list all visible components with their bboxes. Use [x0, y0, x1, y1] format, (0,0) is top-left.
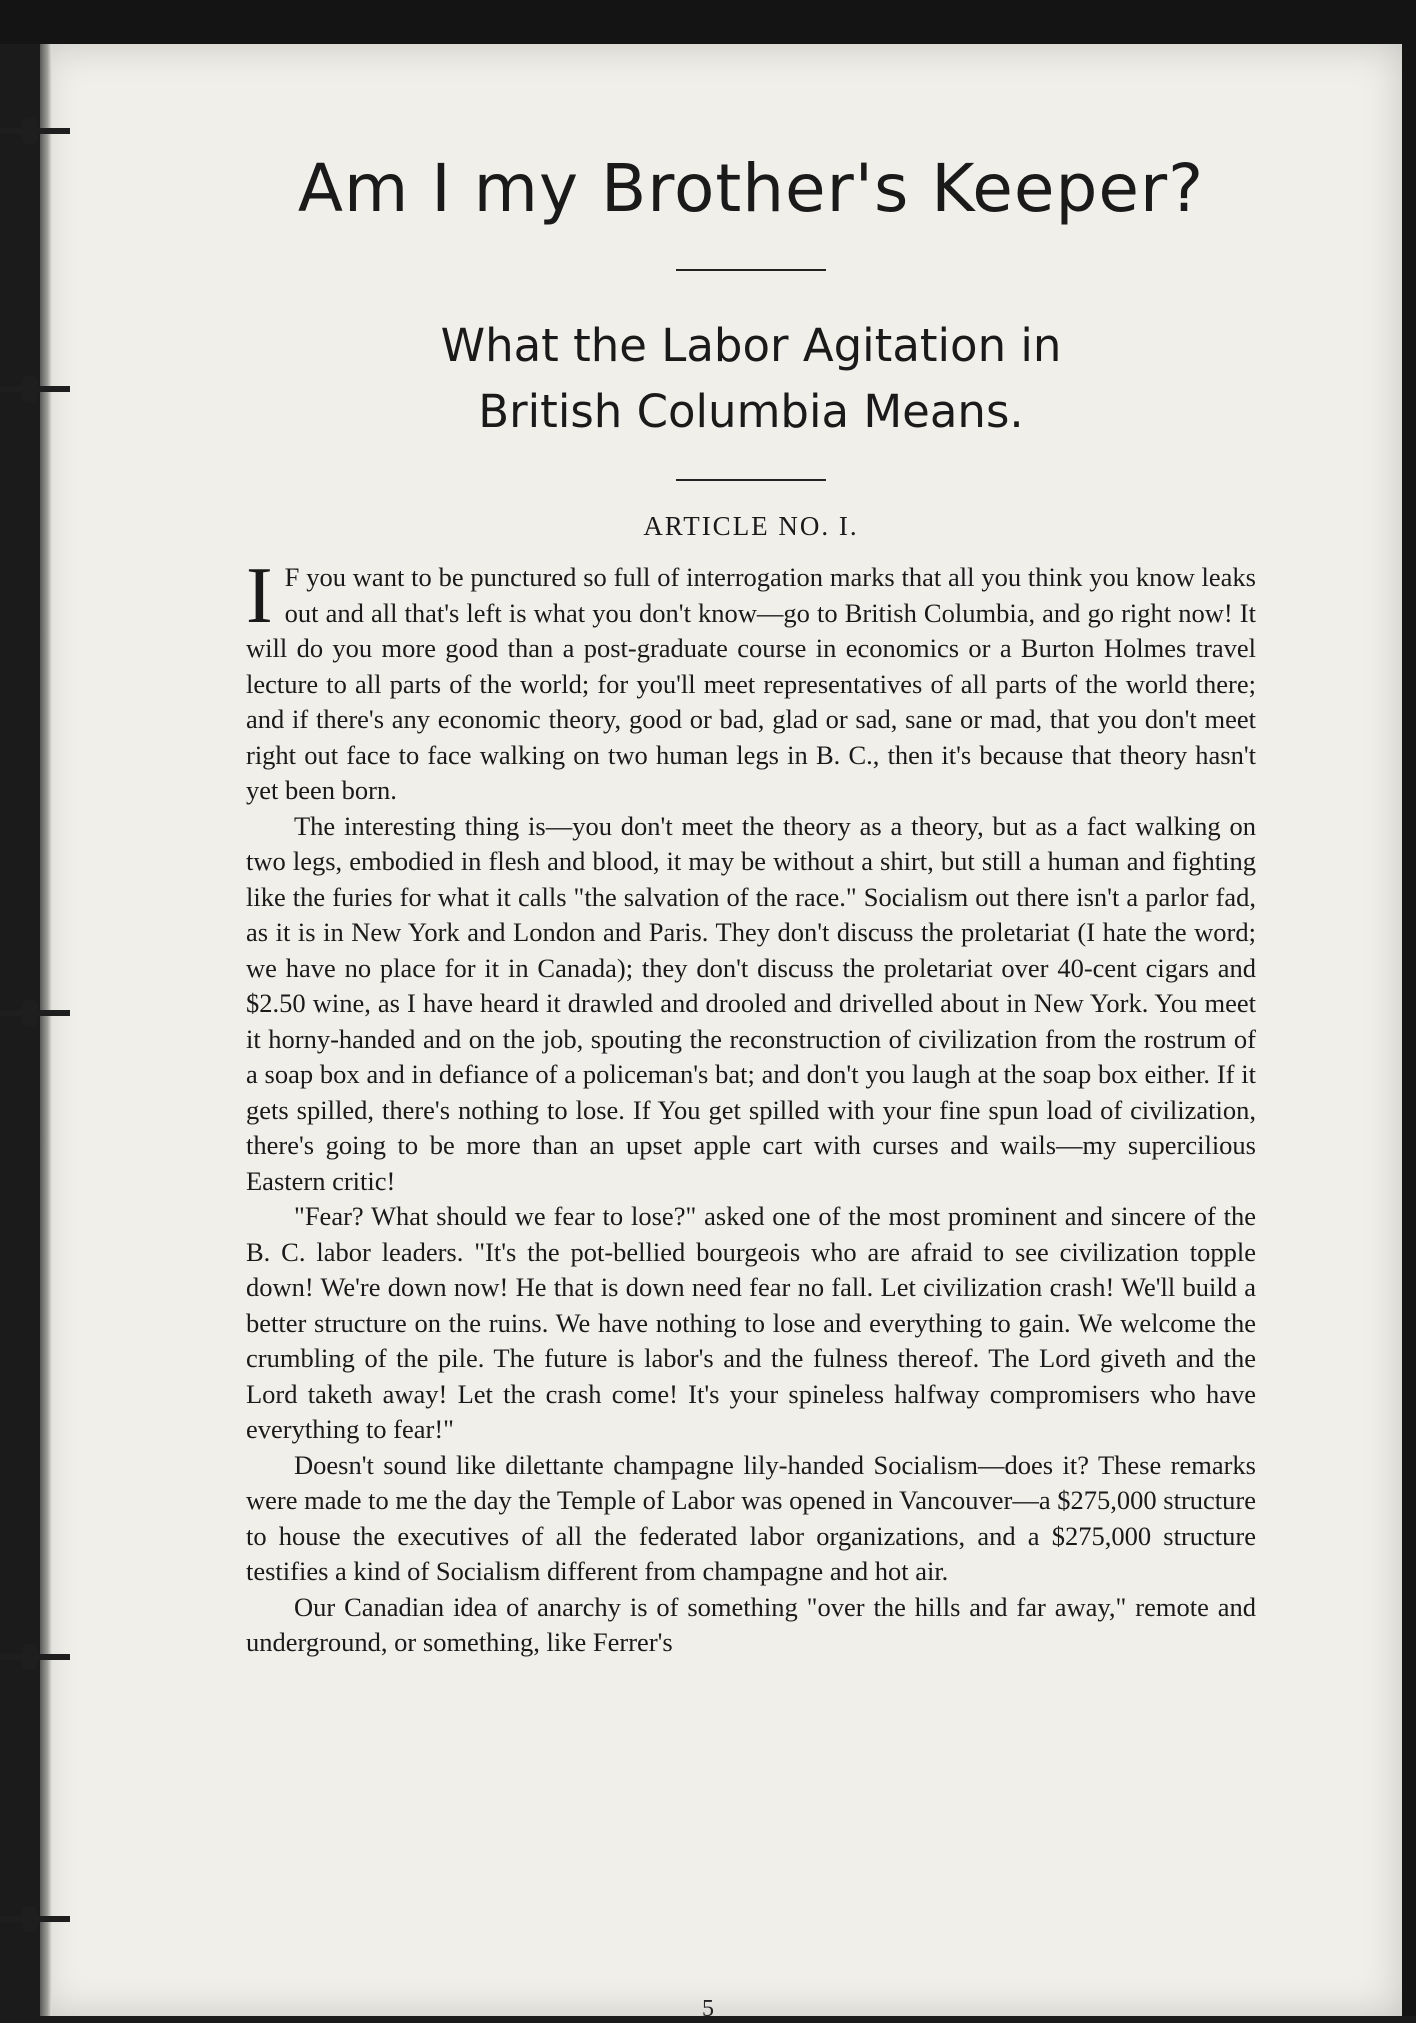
binding-stitch [0, 1916, 70, 1922]
article-title: Am I my Brother's Keeper? [297, 150, 1205, 227]
page-binding [40, 44, 52, 2016]
drop-cap: I [246, 552, 273, 640]
paragraph-2: The interesting thing is—you don't meet the theory as a theory, but as a fact walking on two legs, embodied in flesh and blood, it may be without a shirt, but still a human and fighting like the furies for what it calls "the salvation of the race." Socialism out there isn't a parlor fad, as it is in New York and London and Paris. They don't discuss the proletariat (I hate the word; we have no place for it in Canada); they don't discuss the proletariat over 40-cent cigars and $2.50 wine, as I have heard it drawled and drooled and drivelled about in New York. You meet it horny-handed and on the job, spouting the reconstruction of civilization from the rostrum of a soap box and in defiance of a policeman's bat; and don't you laugh at the soap box either. If it gets spilled, there's nothing to lose. If You get spilled with your fine spun load of civilization, there's going to be more than an upset apple cart with curses and wails—my supercilious Eastern critic! [246, 810, 1256, 1196]
subtitle-line-2: British Columbia Means. [478, 385, 1024, 438]
binding-stitch [0, 128, 70, 134]
article-content [246, 150, 1256, 1661]
binding-stitch [0, 1010, 70, 1016]
page-number: 5 [702, 1996, 714, 2022]
subtitle-divider [676, 479, 826, 481]
paragraph-3: "Fear? What should we fear to lose?" asked one of the most prominent and sincere of the B. C. labor leaders. "It's the pot-bellied bourgeois who are afraid to see civilization topple down! We're down now! He that is down need fear no fall. Let civilization crash! We'll build a better structure on the ruins. We have nothing to lose and everything to gain. We welcome the crumbling of the pile. The future is labor's and the fulness thereof. The Lord giveth and the Lord taketh away! Let the crash come! It's your spineless halfway compromisers who have everything to fear!" [246, 1201, 1256, 1444]
subtitle-line-1: What the Labor Agitation in [440, 319, 1062, 372]
title-divider [676, 269, 826, 271]
binding-stitch [0, 386, 70, 392]
paragraph-1 [246, 552, 1256, 809]
scan-right-edge [1402, 0, 1416, 2016]
article-subtitle [246, 313, 1256, 445]
paragraph-5: Our Canadian idea of anarchy is of something "over the hills and far away," remote and underground, or something, like Ferrer's [246, 1591, 1256, 1657]
scan-top-edge [0, 0, 1416, 44]
paragraph-1-text: F you want to be punctured so full of interrogation marks that all you think you know leaks out and all that's left is what you don't know—go to British Columbia, and go right now! It will do you more good than a post-graduate course in economics or a Burton Holmes travel lecture to all parts of the world; for you'll meet representatives of all parts of the world there; and if there's any economic theory, good or bad, glad or sad, sane or mad, that you don't meet right out face to face walking on two human legs in B. C., then it's because that theory hasn't yet been born. [246, 562, 1256, 805]
paragraph-4: Doesn't sound like dilettante champagne lily-handed Socialism—does it? These remarks were made to me the day the Temple of Labor was opened in Vancouver—a $275,000 structure to house the executives of all the federated labor organizations, and a $275,000 structure testifies a kind of Socialism different from champagne and hot air. [246, 1449, 1256, 1586]
article-body [246, 552, 1256, 1661]
binding-stitch [0, 1654, 70, 1660]
article-number: ARTICLE NO. I. [643, 511, 859, 541]
